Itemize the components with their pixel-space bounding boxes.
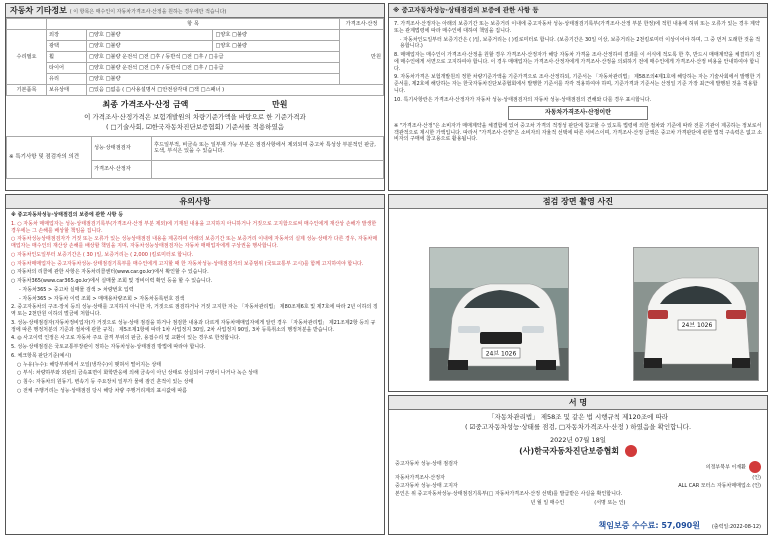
notice-para: ○ 부식: 차량하부와 외판의 금속표면이 화학반응에 의해 금속이 아닌 상태로 상실되어 구멍이 나거나 녹슨 상태 — [17, 370, 258, 377]
notice-para: ○ 자동차인도일부터 보증기간은 ( 30 )일, 보증거리는 ( 2,000 )킬로미터로 합니다. — [11, 251, 194, 258]
signature-line-2: ( ☑중고자동차성능·상태를 점검, □자동차가격조사·산정 ) 하였음을 확인합니다. — [464, 422, 692, 431]
front-car-photo — [429, 247, 569, 381]
rear-car-image — [634, 248, 759, 381]
row-name: 휠 — [47, 52, 87, 63]
row-name: 광택 — [47, 41, 87, 52]
signature-row-left: 중고자동차 성능·상태 점검자 — [395, 460, 458, 467]
notice-para: ○ 침수: 자동차의 원동기, 변속기 등 주요장치 일부가 물에 잠긴 흔적이 있는 상태 — [17, 379, 194, 385]
front-car-image — [430, 248, 569, 381]
rear-plate-text: 24브 1026 — [681, 322, 713, 329]
signature-row-left: 자동차가격조사·산정자 — [395, 474, 445, 481]
signature-row-left: 본인은 위 중고자동차성능·상태점검기록부(□ 자동차가격조사·산정 선택)를 발급받은 사실을 확인합니다. — [395, 491, 623, 498]
notice-para: ○ 자동차365(www.car365.go.kr)에서 실매물 조회 및 정비이력 확인 등을 할 수 있습니다. — [11, 278, 213, 284]
row-name: 타이어 — [47, 63, 87, 74]
front-plate-text: 24브 1026 — [485, 350, 517, 358]
notice-para: 4. ◎ 사고이력 인정은 사고로 자동차 주요 골격 부위의 판금, 용접수리 및 교환이 있는 경우로 한정합니다. — [11, 335, 241, 342]
opinion-row2-text[interactable] — [152, 160, 384, 178]
opinion-table — [6, 136, 384, 179]
signature-row — [389, 490, 767, 498]
notice-heading: ※ 중고자동차성능·상태점검의 보증에 관한 사항 등 — [11, 212, 124, 218]
guarantee-para: 8. 매매업자는 매수인이 가격조사·산정을 원할 경우 가격조사·산정자가 해당 자동차 가격을 조사·산정하여 결과를 이 서식에 적도록 한 후, 반드시 매매계약을 체결하기 전에 매수인에게 서면으로 고지하여야 합니다. 이 경우 매매업자는 가격조사·산정자에게 가격조사·산정을 의뢰하기 전에 매수인에게 가격조사·산정 비용을 안내하여야 합니다. — [394, 52, 761, 72]
org-seal-icon — [625, 445, 637, 457]
price-survey-box: 자동차가격조사·산정이란 — [508, 106, 648, 120]
row-name: 외장 — [47, 30, 87, 41]
opinion-label: ※ 특기사항 및 점검자의 의견 — [7, 136, 92, 178]
repair-needed-label: 수리필요 — [7, 30, 47, 85]
final-price-field[interactable] — [195, 100, 265, 111]
notice-para: ○ 자동차매매업자는 중고자동차성능·상태점검기록부를 매수인에게 고지할 때 한 자동차성능·상태점검자의 보증범위 (국토교통부 고시)를 함께 고지하여야 합니다. — [11, 260, 364, 267]
signature-line-1: 「자동차관리법」 제58조 및 같은 법 시행규칙 제120조에 따라 — [488, 413, 668, 421]
notice-para: ○ 누유(누수): 해당부위에서 오일(냉각수)이 맺혀서 떨어지는 상태 — [17, 361, 162, 368]
signature-row-right[interactable]: (서명 또는 인) — [594, 499, 626, 506]
signature-row-right: ALL CAR 모터스 자동차매매업소 (인) — [678, 483, 761, 489]
basis-text — [6, 113, 384, 133]
signature-row-left: 년 월 일 매수인 — [530, 499, 565, 506]
opinion-row1-label: 성능·상태점검자 — [92, 136, 152, 160]
price-unit: 만원 — [340, 30, 384, 85]
inspector-seal-icon — [749, 461, 761, 473]
signature-date: 2022년 07월 18일 — [549, 435, 607, 444]
photos-title: 점검 장면 촬영 사진 — [389, 195, 767, 209]
row-options-2[interactable]: □양호 □불량 — [213, 30, 340, 41]
rear-car-photo — [633, 247, 759, 381]
row-name: 유리 — [47, 74, 87, 85]
price-survey-text: ※ "가격조사·산정"은 소비자가 매매계약을 체결함에 있어 중고차 가격의 적정성 판단에 참고할 수 있도록 법령에 의한 절차와 기준에 따라 전문 기관이 제공하는 정보로서 객관적으로 제시한 가액입니다. 따라서 "가격조사·산정"은 소비자의 자율적 선택에 따른 서비스이며, 가격조사·산정 금액은 중고차 가격판단에 관한 법적 구속력은 없고 소비자의 구매에 참고용으로 활용됩니다. — [394, 122, 763, 143]
basis-line-2: ( □기술사회, ☑한국자동차진단보증협회) 기준서를 적용하였음 — [105, 122, 285, 131]
signature-row — [389, 460, 767, 474]
row-options-2[interactable]: □양호 □불량 — [213, 41, 340, 52]
basic-items-label: 기본품목 — [7, 85, 47, 96]
col-price-header: 가격조사·산정 — [340, 19, 384, 30]
row-options[interactable]: □있음 □없음 ( □사용설명서 □안전삼각대 □잭 □스패너 ) — [87, 85, 384, 96]
guarantee-title: ※ 중고자동차성능·상태점검의 보증에 관한 사항 등 — [389, 4, 767, 18]
vehicle-other-info-panel — [5, 3, 385, 191]
notice-para: 5. 성능·상태점검은 국토교통부장관이 정하는 자동차성능·상태점검 방법에 따라야 합니다. — [11, 344, 206, 350]
row-options[interactable]: □양호 □불량 운전석 □전 □후 / 동반석 □전 □후 / □응급 — [87, 52, 340, 63]
notice-panel — [5, 194, 385, 535]
signature-panel — [388, 395, 768, 535]
notice-para: ○ 자동차의 리콜에 관한 사항은 자동차리콜센터(www.car.go.kr)에서 확인할 수 있습니다. — [11, 269, 209, 276]
row-options[interactable]: □양호 □불량 운전석 □전 □후 / 동반석 □전 □후 / □응급 — [87, 63, 340, 74]
notice-para: 2. 중고자동차의 구조·장치 등의 성능·상태를 고지하지 아니한 자, 거짓으로 점검하거나 거짓 고지한 자는 「자동차관리법」 제80조제6호 및 제7호에 따라 2년 이하의 징역 또는 2천만원 이하의 벌금에 처합니다. — [11, 304, 378, 317]
signature-org-name: (사)한국자동차진단보증협회 — [519, 446, 620, 456]
final-price-unit: 만원 — [272, 100, 288, 109]
vehicle-info-table — [6, 18, 384, 96]
notice-para: 6. 체크항목 판단기준(예시) — [11, 352, 72, 359]
signature-row-left: 중고자동차 성능·상태 고지자 — [395, 483, 458, 489]
row-options[interactable]: □양호 □불량 — [87, 74, 340, 85]
photos-panel — [388, 194, 768, 392]
final-price-row — [6, 96, 384, 113]
notice-para: ○ 자동차성능상태점검자가 거짓 또는 오류가 있는 성능상태점검 내용을 제공하여 아래의 보증기간 또는 보증거리 이내에 자동차의 실제 성능·상태가 다른 경우, 자동차매매업자는 매수인의 재산상 손해를 배상할 책임을 지며, 자동차성능상태점검자는 자동차 매매업자에게 구상권을 행사합니다. — [11, 236, 378, 249]
notice-para: 3. 성능·상태점검자(자동차정비업자)가 거짓으로 성능·상태 점검을 하거나 점검한 내용과 다르게 자동차매매업자에게 알린 경우 「자동차관리법」 제21조제2항 등의 규정에 따른 행정처분의 기준과 절차에 관한 규칙」 제5조제1항에 따라 1차 사업정지 30일, 2차 사업정지 90일, 3차 등록취소의 행정처분을 받습니다. — [11, 319, 376, 333]
opinion-row1-text[interactable]: 후드일부적, 비금속 또는 일부재 가능 부분은 점검사항에서 제외되며 중고차 특성상 부분적인 판금, 도색, 부식은 있을 수 있습니다. — [152, 136, 384, 160]
panel-title: 자동차 기타정보 — [10, 6, 67, 15]
signature-row — [389, 474, 767, 482]
signature-row-right: (인) — [752, 474, 761, 481]
signature-org — [389, 445, 767, 458]
signature-title: 서 명 — [389, 396, 767, 410]
signature-row — [389, 499, 767, 507]
notice-title: 유의사항 — [6, 195, 384, 209]
panel-title-note: ( 이 항목은 매수인이 자동차가격조사·산정을 원하는 경우에만 적습니다) — [69, 9, 227, 15]
row-options[interactable]: □양호 □불량 — [87, 41, 213, 52]
notice-para: - 자동차365 > 중고차 실매물 검색 > 차량번호 입력 — [19, 286, 134, 293]
signature-row-right: 의정부북부 이재환 — [705, 464, 746, 471]
guarantee-para: 7. 가격조사·산정자는 아래의 보증기간 또는 보증거리 이내에 중고자동차 성능·상태점검기록부(가격조사·산정 부분 한정)에 적힌 내용에 허위 또는 오류가 있는 경우 계약 또는 관계법령에 따라 매수인에 대하여 책임을 집니다. — [394, 21, 760, 34]
notice-para: 1. ○ 자동차 매매업자는 성능·상태점검기록부(가격조사·산정 부분 제외)에 기재된 내용을 고지하지 아니하거나 거짓으로 고지함으로써 매수인에게 재산상 손해가 발생한 경우에는 그 손해를 배상할 책임을 집니다. — [11, 220, 377, 234]
guarantee-para: 9. 자동차가격은 보험개발원의 정한 차량기준가액을 기준가격으로 조사·산정하되, 기준서는 「자동차관리법」 제58조의4제1호에 해당하는 자는 기술사회에서 발행한 기준서를, 제2호에 해당하는 자는 한국자동차진단보증협회에서 발행한 기준서를 각각 적용하여야 하며, 기준가격과 기준서는 산정일 기준 가장 최근에 발행된 것을 적용합니다. — [394, 74, 761, 94]
notice-para: ○ 전체 주행거리는 성능·상태점검 당시 해당 차량 주행거리계의 표시값에 따름 — [17, 387, 187, 394]
vehicle-other-info-header — [6, 4, 384, 18]
notice-para: - 자동차365 > 자동차 이력 조회 > 매매용차량조회 > 자동차등록번호 검색 — [19, 295, 185, 302]
signature-row — [389, 482, 767, 490]
opinion-row2-label: 가격조사·산정자 — [92, 160, 152, 178]
guarantee-para: 10. 특기사항란은 가격조사·산정자가 자동차 성능·상태점검자의 자동차 성능·상태점검의 견해와 다를 경우 표시합니다. — [394, 96, 652, 103]
basis-line-1: 이 가격조사·산정가격은 보험개발원의 차량기준가액을 바탕으로 한 기준가격과 — [84, 113, 306, 121]
fee-text: 책임보증 수수료: 57,090원 — [598, 521, 700, 530]
row-name: 보유상태 — [47, 85, 87, 96]
guarantee-panel — [388, 3, 768, 191]
col-item-header: 항 목 — [47, 19, 340, 30]
print-date: (출력일:2022-08-12) — [711, 524, 761, 530]
final-price-label: 최종 가격조사·산정 금액 — [102, 100, 189, 109]
row-options[interactable]: □양호 □불량 — [87, 30, 213, 41]
guarantee-para: · 자동차인도일부터 보증기간은 ( )일, 보증거리는 ( )킬로미터로 합니다. (보증기간은 30일 이상, 보증거리는 2천킬로미터 이상이어야 하며, 그 중 먼저 도래한 것을 적용합니다.) — [400, 36, 761, 50]
